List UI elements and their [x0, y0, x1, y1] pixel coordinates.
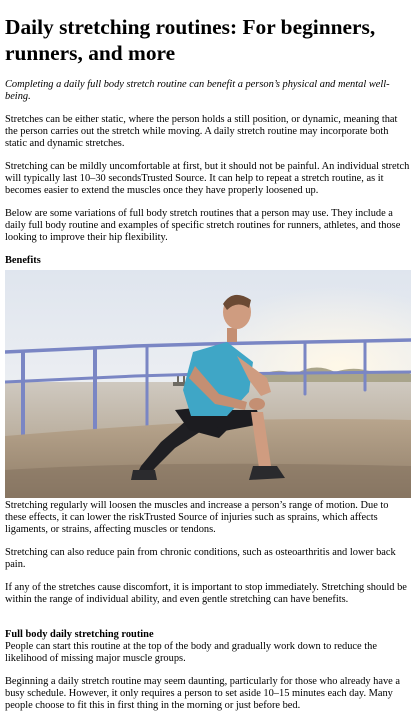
- article-intro: Completing a daily full body stretch routine can benefit a person’s physical and mental well-being.: [5, 79, 390, 102]
- stretching-man-photo: [5, 270, 411, 498]
- paragraph-benefits-discomfort: If any of the stretches cause discomfort, it is important to stop immediately. Stretching should be within the range of individual ability, and even gentle stretching can have benefits.: [5, 582, 407, 605]
- article: [5, 0, 411, 712]
- paragraph-full-body-schedule: Beginning a daily stretch routine may seem daunting, particularly for those who already have a busy schedule. However, it only requires a person to set aside 10–15 minutes each day. Many people choose to fit this in first thing in the morning or just before bed.: [5, 676, 401, 711]
- paragraph-full-body-intro: People can start this routine at the top of the body and gradually work down to reduce the likelihood of missing major muscle groups.: [5, 641, 377, 664]
- full-body-heading: Full body daily stretching routine: [5, 629, 154, 640]
- benefits-heading: Benefits: [5, 255, 41, 266]
- paragraph-benefits-range: Stretching regularly will loosen the muscles and increase a person’s range of motion. Due to these effects, it can lower the riskTrusted Source of injuries such as sprains, which affects ligaments, or strains, affecting muscles or tendons.: [5, 500, 389, 535]
- paragraph-stretch-duration: Stretching can be mildly uncomfortable at first, but it should not be painful. An individual stretch will typically last 10–30 secondsTrusted Source. It can help to repeat a stretch routine, as it becomes easier to extend the muscles once they have properly loosened up.: [5, 161, 410, 196]
- article-title: Daily stretching routines: For beginners, runners, and more: [5, 15, 376, 65]
- paragraph-benefits-pain: Stretching can also reduce pain from chronic conditions, such as osteoarthritis and lower back pain.: [5, 547, 396, 570]
- paragraph-static-dynamic: Stretches can be either static, where the person holds a still position, or dynamic, meaning that the person carries out the stretch while moving. A daily stretch routine may incorporate both static and dynamic stretches.: [5, 114, 398, 149]
- paragraph-variations: Below are some variations of full body stretch routines that a person may use. They include a daily full body routine and examples of specific stretch routines for runners, athletes, and those looking to improve their hip flexibility.: [5, 208, 401, 243]
